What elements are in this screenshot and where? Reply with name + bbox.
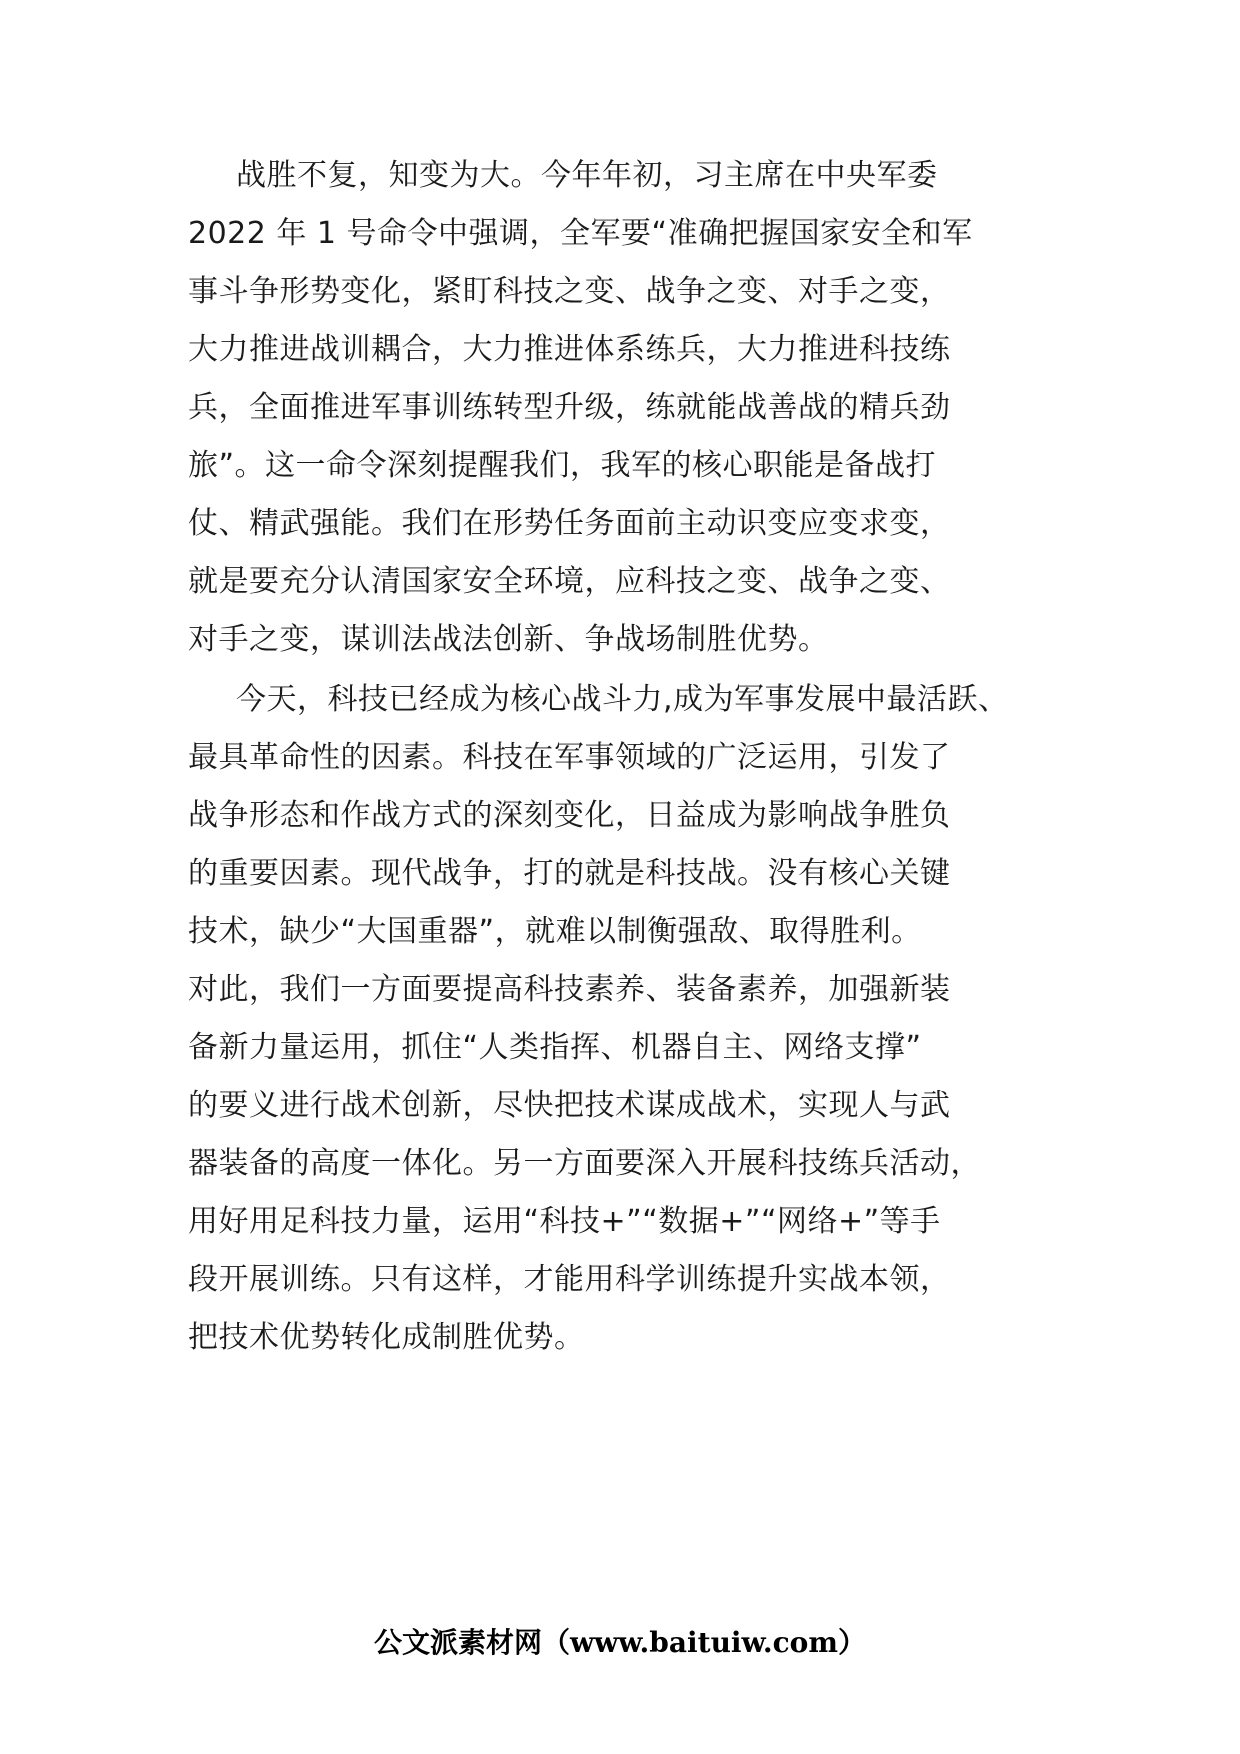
text-line: 器装备的高度一体化。另一方面要深入开展科技练兵活动， xyxy=(188,1146,981,1181)
text-line: 战争形态和作战方式的深刻变化，日益成为影响战争胜负 xyxy=(188,798,951,833)
text-line: 把技术优势转化成制胜优势。 xyxy=(188,1320,585,1355)
text-line: 兵，全面推进军事训练转型升级，练就能战善战的精兵劲 xyxy=(188,390,951,425)
text-line: 仗、精武强能。我们在形势任务面前主动识变应变求变， xyxy=(188,506,951,541)
text-line: 段开展训练。只有这样，才能用科学训练提升实战本领， xyxy=(188,1262,951,1297)
text-line: 技术，缺少“大国重器”，就难以制衡强敌、取得胜利。 xyxy=(188,914,922,949)
text-line: 的要义进行战术创新，尽快把技术谋成战术，实现人与武 xyxy=(188,1088,951,1123)
text-line: 旅”。这一命令深刻提醒我们，我军的核心职能是备战打 xyxy=(188,448,937,483)
text-line: 就是要充分认清国家安全环境，应科技之变、战争之变、 xyxy=(188,564,951,599)
text-line: 对手之变，谋训法战法创新、争战场制胜优势。 xyxy=(188,622,829,657)
page-footer: 公文派素材网（www.baituiw.com） xyxy=(374,1626,866,1659)
text-line: 用好用足科技力量，运用“科技+”“数据+”“网络+”等手 xyxy=(188,1204,941,1239)
text-line: 的重要因素。现代战争，打的就是科技战。没有核心关键 xyxy=(188,856,951,891)
text-line: 对此，我们一方面要提高科技素养、装备素养，加强新装 xyxy=(188,972,951,1007)
text-line: 最具革命性的因素。科技在军事领域的广泛运用，引发了 xyxy=(188,740,951,775)
text-line: 备新力量运用，抓住“人类指挥、机器自主、网络支撑” xyxy=(188,1030,922,1065)
text-line: 战胜不复，知变为大。今年年初，习主席在中央军委 xyxy=(236,158,938,193)
text-line: 2022 年 1 号命令中强调，全军要“准确把握国家安全和军 xyxy=(188,216,973,251)
text-line: 今天，科技已经成为核心战斗力,成为军事发展中最活跃、 xyxy=(236,682,1009,717)
text-line: 大力推进战训耦合，大力推进体系练兵，大力推进科技练 xyxy=(188,332,951,367)
text-line: 事斗争形势变化，紧盯科技之变、战争之变、对手之变， xyxy=(188,274,951,309)
